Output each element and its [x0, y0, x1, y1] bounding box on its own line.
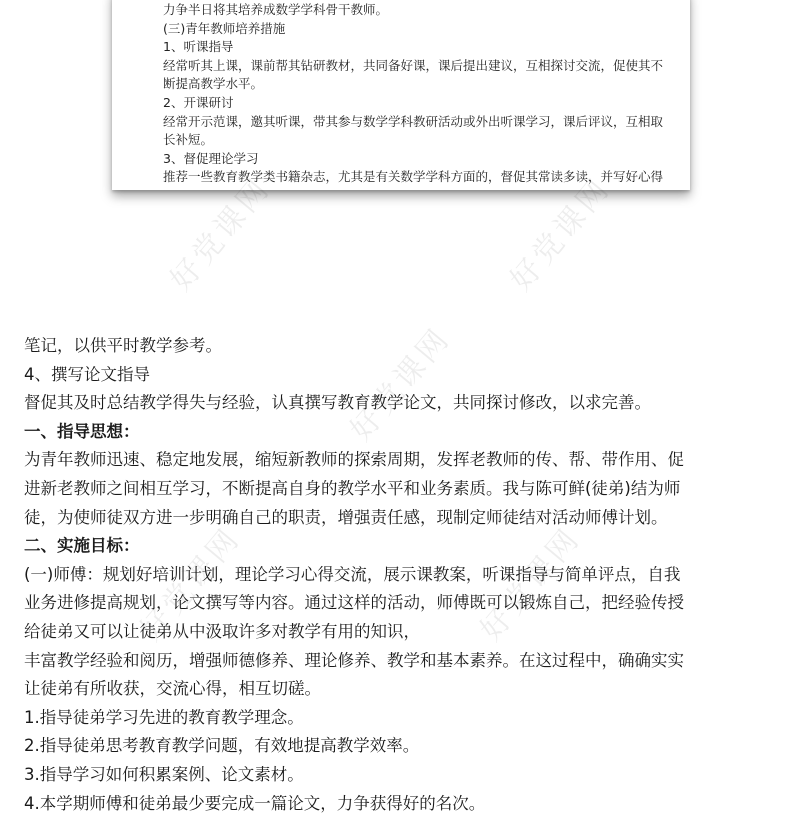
preview-text: [163, 1, 683, 187]
watermark: 好党课网: [467, 516, 588, 648]
text-line: 徒，为使师徒双方进一步明确自己的职责，增强责任感，现制定师徒结对活动师傅计划。: [24, 504, 794, 533]
subheading: 1、听课指导: [163, 38, 683, 57]
section-heading: 一、指导思想：: [24, 418, 794, 447]
subheading: 4、撰写论文指导: [24, 361, 794, 390]
text-line: 笔记，以供平时教学参考。: [24, 332, 794, 361]
text-line: 断提高教学水平。: [163, 75, 683, 94]
watermark: 好党课网: [497, 166, 618, 298]
text-line: 让徒弟有所收获，交流心得，相互切磋。: [24, 675, 794, 704]
text-line: 推荐一些教育教学类书籍杂志，尤其是有关数学学科方面的，督促其常读多读，并写好心得: [163, 168, 683, 187]
section-heading: (三)青年教师培养措施: [163, 20, 683, 39]
document-page-preview: [112, 0, 690, 190]
text-line: 进新老教师之间相互学习，不断提高自身的教学水平和业务素质。我与陈可鲜(徒弟)结为师: [24, 475, 794, 504]
list-item: 4.本学期师傅和徒弟最少要完成一篇论文，力争获得好的名次。: [24, 790, 794, 818]
text-line: 督促其及时总结教学得失与经验，认真撰写教育教学论文，共同探讨修改，以求完善。: [24, 389, 794, 418]
watermark: 好党课网: [337, 316, 458, 448]
watermark: 好党课网: [127, 516, 248, 648]
document-body: [24, 332, 794, 818]
list-item: 1.指导徒弟学习先进的教育教学理念。: [24, 704, 794, 733]
text-line: (一)师傅：规划好培训计划，理论学习心得交流，展示课教案，听课指导与简单评点，自我: [24, 561, 794, 590]
subheading: 2、开课研讨: [163, 94, 683, 113]
text-line: 力争半日将其培养成数学学科骨干教师。: [163, 1, 683, 20]
text-line: 给徒弟又可以让徒弟从中汲取许多对教学有用的知识，: [24, 618, 794, 647]
text-line: 经常开示范课，邀其听课，带其参与数学学科教研活动或外出听课学习，课后评议，互相取: [163, 113, 683, 132]
subheading: 3、督促理论学习: [163, 150, 683, 169]
list-item: 2.指导徒弟思考教育教学问题，有效地提高教学效率。: [24, 732, 794, 761]
text-line: 为青年教师迅速、稳定地发展，缩短新教师的探索周期，发挥老教师的传、帮、带作用、促: [24, 446, 794, 475]
section-heading: 二、实施目标：: [24, 532, 794, 561]
watermark: 好党课网: [157, 166, 278, 298]
text-line: 经常听其上课，课前帮其钻研教材，共同备好课，课后提出建议，互相探讨交流，促使其不: [163, 57, 683, 76]
text-line: 丰富教学经验和阅历，增强师德修养、理论修养、教学和基本素养。在这过程中，确确实实: [24, 647, 794, 676]
text-line: 长补短。: [163, 131, 683, 150]
list-item: 3.指导学习如何积累案例、论文素材。: [24, 761, 794, 790]
text-line: 业务进修提高规划，论文撰写等内容。通过这样的活动，师傅既可以锻炼自己，把经验传授: [24, 589, 794, 618]
